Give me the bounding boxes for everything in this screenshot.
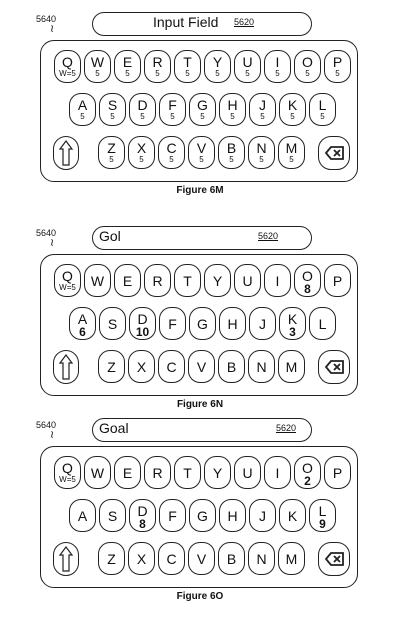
key-z[interactable]	[98, 136, 125, 169]
key-letter: N	[256, 551, 267, 567]
key-letter: D	[137, 503, 148, 519]
key-letter: W	[90, 465, 105, 481]
key-letter: F	[168, 316, 177, 332]
figure-caption: Figure 6O	[176, 591, 224, 602]
key-h[interactable]	[219, 93, 246, 126]
input-field-reference: 5620	[276, 423, 297, 433]
key-z[interactable]	[98, 542, 125, 575]
key-k[interactable]	[279, 499, 306, 532]
key-c[interactable]	[158, 136, 185, 169]
key-f[interactable]	[159, 307, 186, 340]
key-letter: J	[259, 97, 266, 113]
key-letter: R	[152, 54, 163, 70]
key-a[interactable]	[69, 499, 96, 532]
key-count: 3	[289, 325, 296, 339]
key-l[interactable]	[309, 93, 336, 126]
key-letter: D	[137, 97, 148, 113]
backspace-icon	[319, 137, 349, 169]
key-u[interactable]	[234, 456, 261, 489]
key-f[interactable]	[159, 93, 186, 126]
key-letter: P	[332, 54, 343, 70]
backspace-key[interactable]	[318, 350, 350, 384]
key-letter: C	[166, 359, 177, 375]
key-p[interactable]	[324, 50, 351, 83]
key-letter: Y	[212, 465, 223, 481]
reference-numeral: 5640	[36, 228, 57, 238]
key-letter: Q	[62, 460, 73, 476]
key-o[interactable]	[294, 264, 321, 297]
key-letter: R	[152, 465, 163, 481]
key-letter: K	[287, 97, 298, 113]
key-q[interactable]	[54, 456, 81, 489]
key-e[interactable]	[114, 50, 141, 83]
key-letter: L	[318, 316, 327, 332]
key-o[interactable]	[294, 50, 321, 83]
key-letter: B	[226, 140, 237, 156]
key-z[interactable]	[98, 350, 125, 383]
key-letter: Q	[62, 268, 73, 284]
backspace-icon	[319, 543, 349, 575]
input-field-text: Goal	[99, 420, 129, 436]
key-letter: I	[275, 273, 280, 289]
key-letter: E	[122, 465, 133, 481]
key-q[interactable]	[54, 50, 81, 83]
key-f[interactable]	[159, 499, 186, 532]
key-h[interactable]	[219, 499, 246, 532]
weight-label: W=5	[59, 283, 76, 292]
key-h[interactable]	[219, 307, 246, 340]
key-letter: Z	[107, 551, 116, 567]
key-n[interactable]	[248, 136, 275, 169]
key-g[interactable]	[189, 307, 216, 340]
input-field[interactable]	[92, 226, 312, 250]
key-count: 5	[229, 155, 234, 164]
shift-arrow-icon	[54, 543, 78, 575]
key-n[interactable]	[248, 542, 275, 575]
key-letter: A	[77, 508, 88, 524]
keyboard	[40, 40, 358, 182]
key-letter: V	[196, 359, 207, 375]
key-w[interactable]	[84, 50, 111, 83]
key-m[interactable]	[278, 136, 305, 169]
keyboard	[40, 254, 358, 396]
key-w[interactable]	[84, 456, 111, 489]
reference-numeral: 5640	[36, 420, 57, 430]
key-letter: P	[332, 465, 343, 481]
key-v[interactable]	[188, 542, 215, 575]
key-count: 5	[95, 69, 100, 78]
shift-arrow-icon	[54, 351, 78, 383]
key-count: 5	[169, 155, 174, 164]
key-b[interactable]	[218, 542, 245, 575]
key-j[interactable]	[249, 499, 276, 532]
key-letter: G	[197, 316, 208, 332]
key-letter: O	[302, 268, 313, 284]
key-a[interactable]	[69, 93, 96, 126]
lead-line: ≀	[50, 237, 55, 249]
input-field-reference: 5620	[234, 17, 255, 27]
key-letter: V	[196, 140, 207, 156]
key-l[interactable]	[309, 499, 336, 532]
key-letter: Z	[107, 140, 116, 156]
figure-panel	[0, 0, 400, 210]
key-y[interactable]	[204, 264, 231, 297]
key-d[interactable]	[129, 499, 156, 532]
key-count: 5	[290, 112, 295, 121]
key-x[interactable]	[128, 136, 155, 169]
key-a[interactable]	[69, 307, 96, 340]
key-v[interactable]	[188, 136, 215, 169]
key-letter: M	[285, 140, 298, 156]
backspace-key[interactable]	[318, 542, 350, 576]
key-count: 5	[170, 112, 175, 121]
key-y[interactable]	[204, 50, 231, 83]
key-u[interactable]	[234, 50, 261, 83]
key-b[interactable]	[218, 136, 245, 169]
key-count: 5	[185, 69, 190, 78]
key-count: 5	[110, 112, 115, 121]
key-letter: A	[77, 311, 88, 327]
key-letter: B	[226, 359, 237, 375]
shift-key[interactable]	[53, 542, 79, 576]
key-i[interactable]	[264, 50, 291, 83]
key-x[interactable]	[128, 542, 155, 575]
key-x[interactable]	[128, 350, 155, 383]
reference-numeral: 5640	[36, 14, 57, 24]
key-letter: E	[122, 273, 133, 289]
key-count: 5	[109, 155, 114, 164]
key-d[interactable]	[129, 307, 156, 340]
key-letter: T	[183, 54, 192, 70]
key-l[interactable]	[309, 307, 336, 340]
key-s[interactable]	[99, 307, 126, 340]
key-n[interactable]	[248, 350, 275, 383]
key-letter: R	[152, 273, 163, 289]
key-letter: G	[197, 97, 208, 113]
key-letter: U	[242, 273, 253, 289]
key-letter: U	[242, 465, 253, 481]
key-m[interactable]	[278, 350, 305, 383]
weight-label: W=5	[59, 475, 76, 484]
key-c[interactable]	[158, 350, 185, 383]
key-g[interactable]	[189, 93, 216, 126]
key-count: 5	[125, 69, 130, 78]
key-letter: J	[259, 508, 266, 524]
key-letter: M	[285, 359, 298, 375]
key-count: 5	[215, 69, 220, 78]
key-letter: N	[256, 140, 267, 156]
shift-arrow-icon	[54, 137, 78, 169]
key-count: 5	[275, 69, 280, 78]
weight-label: W=5	[59, 69, 76, 78]
key-i[interactable]	[264, 456, 291, 489]
key-count: 5	[155, 69, 160, 78]
input-field[interactable]	[92, 418, 312, 442]
key-j[interactable]	[249, 93, 276, 126]
key-letter: O	[302, 54, 313, 70]
key-letter: J	[259, 316, 266, 332]
key-letter: E	[122, 54, 133, 70]
keyboard	[40, 446, 358, 588]
key-letter: F	[168, 508, 177, 524]
key-count: 5	[259, 155, 264, 164]
key-y[interactable]	[204, 456, 231, 489]
key-d[interactable]	[129, 93, 156, 126]
backspace-key[interactable]	[318, 136, 350, 170]
key-count: 10	[135, 325, 150, 339]
key-letter: L	[318, 97, 327, 113]
shift-key[interactable]	[53, 136, 79, 170]
key-letter: N	[256, 359, 267, 375]
input-field-text: Input Field	[153, 14, 219, 30]
key-k[interactable]	[279, 307, 306, 340]
figure-caption: Figure 6N	[176, 399, 224, 410]
key-letter: O	[302, 460, 313, 476]
key-letter: G	[197, 508, 208, 524]
key-letter: M	[285, 551, 298, 567]
shift-key[interactable]	[53, 350, 79, 384]
key-letter: B	[226, 551, 237, 567]
key-letter: T	[183, 465, 192, 481]
key-s[interactable]	[99, 499, 126, 532]
key-b[interactable]	[218, 350, 245, 383]
figure-panel	[0, 406, 400, 616]
key-letter: A	[77, 97, 88, 113]
figure-panel	[0, 214, 400, 424]
key-e[interactable]	[114, 264, 141, 297]
key-q[interactable]	[54, 264, 81, 297]
key-letter: H	[227, 97, 238, 113]
key-letter: Z	[107, 359, 116, 375]
key-letter: D	[137, 311, 148, 327]
key-letter: C	[166, 140, 177, 156]
key-letter: S	[107, 508, 118, 524]
key-u[interactable]	[234, 264, 261, 297]
key-count: 6	[79, 325, 86, 339]
key-count: 5	[335, 69, 340, 78]
lead-line: ≀	[50, 429, 55, 441]
key-m[interactable]	[278, 542, 305, 575]
key-letter: I	[275, 465, 280, 481]
key-i[interactable]	[264, 264, 291, 297]
key-r[interactable]	[144, 456, 171, 489]
key-letter: W	[90, 273, 105, 289]
input-field-text: Gol	[99, 228, 121, 244]
key-count: 5	[289, 155, 294, 164]
key-p[interactable]	[324, 264, 351, 297]
key-letter: P	[332, 273, 343, 289]
key-r[interactable]	[144, 50, 171, 83]
key-count: 5	[200, 112, 205, 121]
key-count: 5	[139, 155, 144, 164]
key-j[interactable]	[249, 307, 276, 340]
key-count: 5	[230, 112, 235, 121]
key-letter: W	[90, 54, 105, 70]
key-v[interactable]	[188, 350, 215, 383]
input-field-reference: 5620	[258, 231, 279, 241]
key-count: 5	[245, 69, 250, 78]
key-letter: Y	[212, 54, 223, 70]
backspace-icon	[319, 351, 349, 383]
key-letter: K	[287, 508, 298, 524]
key-letter: U	[242, 54, 253, 70]
key-p[interactable]	[324, 456, 351, 489]
key-letter: H	[227, 508, 238, 524]
key-count: 5	[199, 155, 204, 164]
key-t[interactable]	[174, 50, 201, 83]
key-t[interactable]	[174, 456, 201, 489]
key-w[interactable]	[84, 264, 111, 297]
input-field[interactable]	[92, 12, 312, 36]
key-t[interactable]	[174, 264, 201, 297]
key-count: 5	[140, 112, 145, 121]
key-count: 2	[304, 474, 311, 488]
key-count: 5	[260, 112, 265, 121]
key-letter: X	[136, 359, 147, 375]
key-letter: T	[183, 273, 192, 289]
key-k[interactable]	[279, 93, 306, 126]
key-s[interactable]	[99, 93, 126, 126]
key-letter: L	[318, 503, 327, 519]
key-count: 5	[80, 112, 85, 121]
key-count: 8	[304, 282, 311, 296]
lead-line: ≀	[50, 23, 55, 35]
key-letter: H	[227, 316, 238, 332]
key-count: 8	[139, 517, 146, 531]
key-letter: F	[168, 97, 177, 113]
key-letter: S	[107, 97, 118, 113]
key-letter: K	[287, 311, 298, 327]
key-r[interactable]	[144, 264, 171, 297]
key-c[interactable]	[158, 542, 185, 575]
key-e[interactable]	[114, 456, 141, 489]
key-letter: S	[107, 316, 118, 332]
key-letter: X	[136, 551, 147, 567]
key-count: 5	[305, 69, 310, 78]
key-letter: X	[136, 140, 147, 156]
key-g[interactable]	[189, 499, 216, 532]
figure-caption: Figure 6M	[176, 185, 224, 196]
key-letter: Y	[212, 273, 223, 289]
key-letter: V	[196, 551, 207, 567]
key-o[interactable]	[294, 456, 321, 489]
key-letter: C	[166, 551, 177, 567]
key-letter: I	[275, 54, 280, 70]
key-count: 5	[320, 112, 325, 121]
key-count: 9	[319, 517, 326, 531]
key-letter: Q	[62, 54, 73, 70]
